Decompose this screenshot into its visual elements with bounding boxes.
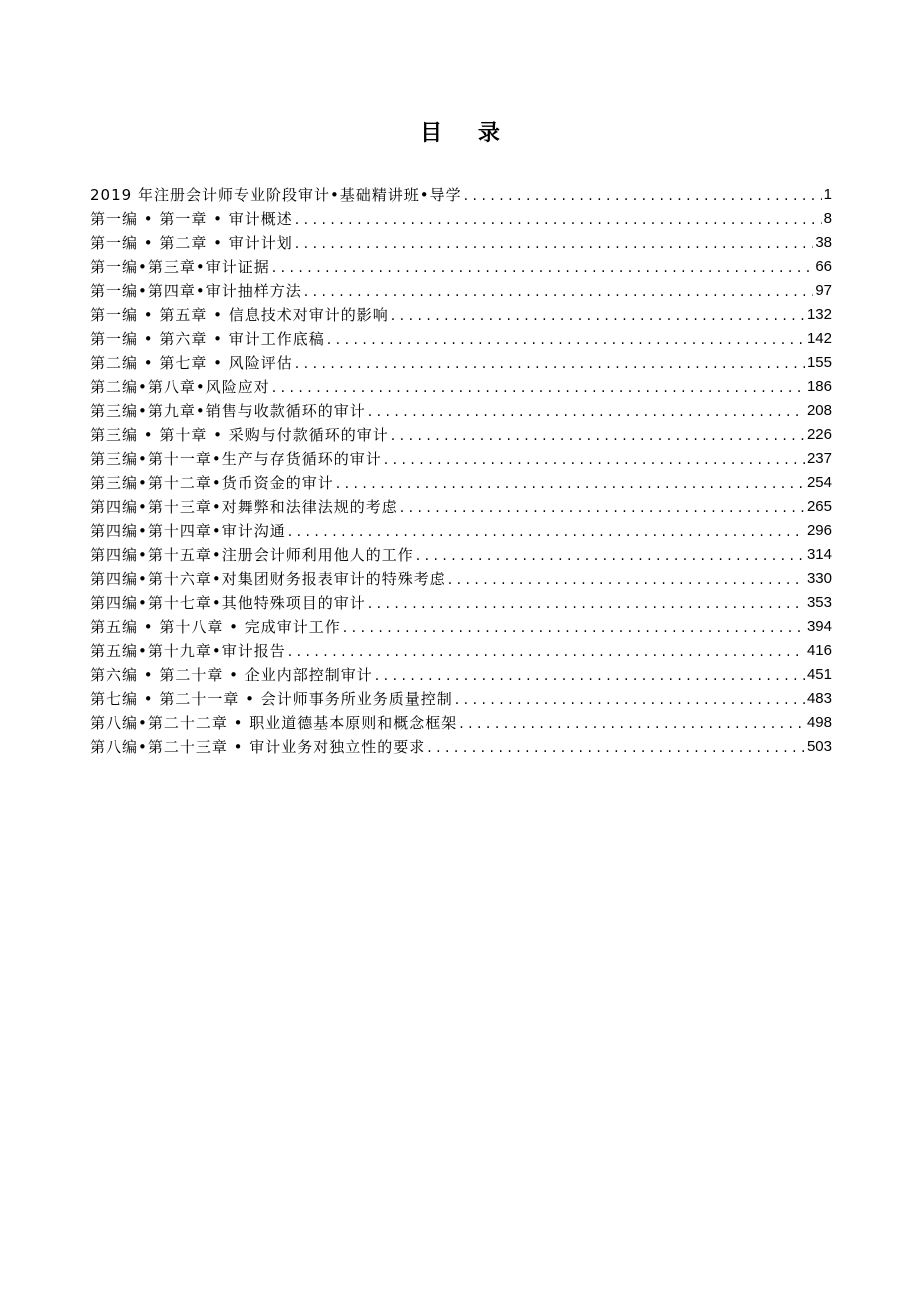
toc-dot-leader	[368, 593, 805, 615]
toc-entry-page-number: 416	[806, 642, 832, 659]
toc-entry-page-number: 394	[806, 618, 832, 635]
toc-entry[interactable]	[90, 591, 832, 615]
toc-dot-leader	[295, 209, 822, 231]
toc-dot-leader	[343, 617, 805, 639]
toc-entry[interactable]	[90, 471, 832, 495]
toc-entry-label: 第一编 • 第六章 • 审计工作底稿	[90, 330, 325, 348]
toc-dot-leader	[416, 545, 805, 567]
toc-entry-page-number: 314	[806, 546, 832, 563]
toc-entry-label: 第一编 • 第五章 • 信息技术对审计的影响	[90, 306, 389, 324]
toc-entry-label: 第八编•第二十二章 • 职业道德基本原则和概念框架	[90, 714, 458, 732]
toc-entry[interactable]	[90, 303, 832, 327]
toc-entry-page-number: 353	[806, 594, 832, 611]
toc-entry[interactable]	[90, 663, 832, 687]
toc-dot-leader	[336, 473, 805, 495]
toc-entry-page-number: 1	[823, 186, 832, 203]
toc-entry-page-number: 237	[806, 450, 832, 467]
toc-entry-label: 第一编•第三章•审计证据	[90, 258, 270, 276]
toc-entry-label: 第三编•第九章•销售与收款循环的审计	[90, 402, 366, 420]
toc-dot-leader	[368, 401, 805, 423]
toc-entry-label: 第四编•第十三章•对舞弊和法律法规的考虑	[90, 498, 398, 516]
toc-entry[interactable]	[90, 687, 832, 711]
toc-entry-page-number: 155	[806, 354, 832, 371]
toc-entry-label: 第八编•第二十三章 • 审计业务对独立性的要求	[90, 738, 426, 756]
toc-entry[interactable]	[90, 399, 832, 423]
toc-dot-leader	[375, 665, 805, 687]
toc-entry-page-number: 66	[815, 258, 832, 275]
table-of-contents	[90, 183, 832, 759]
toc-entry[interactable]	[90, 495, 832, 519]
toc-dot-leader	[288, 641, 805, 663]
toc-entry[interactable]	[90, 207, 832, 231]
toc-entry-page-number: 451	[806, 666, 832, 683]
toc-entry-label: 第三编•第十二章•货币资金的审计	[90, 474, 334, 492]
toc-entry[interactable]	[90, 735, 832, 759]
toc-entry-page-number: 483	[806, 690, 832, 707]
toc-entry[interactable]	[90, 447, 832, 471]
toc-entry-page-number: 132	[806, 306, 832, 323]
toc-dot-leader	[400, 497, 805, 519]
toc-entry-page-number: 142	[806, 330, 832, 347]
toc-entry-label: 第七编 • 第二十一章 • 会计师事务所业务质量控制	[90, 690, 453, 708]
toc-entry-label: 第四编•第十六章•对集团财务报表审计的特殊考虑	[90, 570, 446, 588]
toc-entry-page-number: 8	[823, 210, 832, 227]
toc-entry[interactable]	[90, 567, 832, 591]
toc-entry-label: 第二编 • 第七章 • 风险评估	[90, 354, 293, 372]
toc-entry-label: 第六编 • 第二十章 • 企业内部控制审计	[90, 666, 373, 684]
toc-entry-label: 第一编 • 第一章 • 审计概述	[90, 210, 293, 228]
toc-entry[interactable]	[90, 327, 832, 351]
toc-entry[interactable]	[90, 183, 832, 207]
toc-dot-leader	[464, 185, 822, 207]
toc-entry[interactable]	[90, 255, 832, 279]
toc-dot-leader	[295, 353, 805, 375]
toc-entry-page-number: 38	[815, 234, 832, 251]
toc-entry[interactable]	[90, 351, 832, 375]
toc-dot-leader	[304, 281, 814, 303]
toc-entry-label: 第四编•第十七章•其他特殊项目的审计	[90, 594, 366, 612]
toc-entry-page-number: 503	[806, 738, 832, 755]
toc-entry-label: 第四编•第十四章•审计沟通	[90, 522, 286, 540]
toc-entry[interactable]	[90, 375, 832, 399]
toc-entry[interactable]	[90, 615, 832, 639]
toc-entry-page-number: 265	[806, 498, 832, 515]
toc-entry-page-number: 498	[806, 714, 832, 731]
toc-dot-leader	[459, 713, 805, 735]
toc-entry-page-number: 208	[806, 402, 832, 419]
toc-entry[interactable]	[90, 279, 832, 303]
toc-dot-leader	[295, 233, 814, 255]
toc-dot-leader	[448, 569, 805, 591]
toc-entry-label: 第四编•第十五章•注册会计师利用他人的工作	[90, 546, 414, 564]
toc-entry-label: 第二编•第八章•风险应对	[90, 378, 270, 396]
toc-entry-label: 第五编 • 第十八章 • 完成审计工作	[90, 618, 341, 636]
toc-entry[interactable]	[90, 639, 832, 663]
toc-entry-page-number: 296	[806, 522, 832, 539]
toc-entry[interactable]	[90, 711, 832, 735]
toc-entry-page-number: 186	[806, 378, 832, 395]
toc-dot-leader	[391, 425, 805, 447]
toc-entry[interactable]	[90, 543, 832, 567]
toc-entry-page-number: 254	[806, 474, 832, 491]
toc-entry-label: 2019 年注册会计师专业阶段审计•基础精讲班•导学	[90, 186, 462, 204]
toc-dot-leader	[391, 305, 805, 327]
toc-entry-label: 第五编•第十九章•审计报告	[90, 642, 286, 660]
toc-entry-label: 第三编•第十一章•生产与存货循环的审计	[90, 450, 382, 468]
toc-entry-label: 第一编 • 第二章 • 审计计划	[90, 234, 293, 252]
page-title: 目 录	[420, 121, 514, 146]
toc-dot-leader	[384, 449, 805, 471]
toc-dot-leader	[288, 521, 805, 543]
toc-entry-page-number: 97	[815, 282, 832, 299]
toc-entry-label: 第一编•第四章•审计抽样方法	[90, 282, 302, 300]
toc-dot-leader	[427, 737, 805, 759]
toc-dot-leader	[272, 257, 814, 279]
toc-entry-page-number: 330	[806, 570, 832, 587]
toc-dot-leader	[272, 377, 805, 399]
toc-entry-label: 第三编 • 第十章 • 采购与付款循环的审计	[90, 426, 389, 444]
toc-entry-page-number: 226	[806, 426, 832, 443]
toc-entry[interactable]	[90, 231, 832, 255]
toc-entry[interactable]	[90, 423, 832, 447]
toc-entry[interactable]	[90, 519, 832, 543]
toc-dot-leader	[327, 329, 805, 351]
toc-dot-leader	[455, 689, 805, 711]
